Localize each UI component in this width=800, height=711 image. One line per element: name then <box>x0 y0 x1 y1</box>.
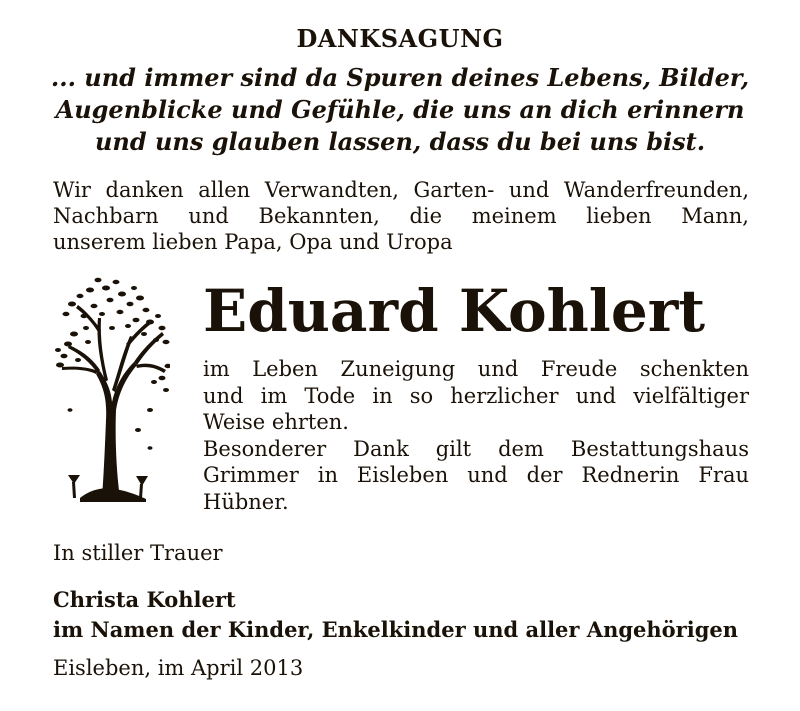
deceased-name: Eduard Kohlert <box>203 277 706 345</box>
notice-title: DANKSAGUNG <box>296 24 504 53</box>
quote-line: und uns glauben lassen, dass du bei uns bist. <box>94 127 706 156</box>
body-line: Weise ehrten. <box>203 410 349 434</box>
thanks-intro <box>53 177 749 255</box>
thanks-body <box>203 356 749 515</box>
tree-icon <box>50 270 170 502</box>
signer-family: im Namen der Kinder, Enkelkinder und aller Angehörigen <box>53 617 739 642</box>
memorial-quote <box>40 62 760 158</box>
signature-block <box>53 585 738 645</box>
place-date: Eisleben, im April 2013 <box>53 656 304 680</box>
intro-line: Wir danken allen Verwandten, Garten- und Wanderfreunden, <box>53 178 749 202</box>
intro-line: unserem lieben Papa, Opa und Uropa <box>53 230 453 254</box>
body-line: im Leben Zuneigung und Freude schenkten <box>203 357 749 381</box>
signer-name: Christa Kohlert <box>53 587 236 612</box>
body-line: Hübner. <box>203 489 289 514</box>
body-line: Grimmer in Eisleben und der Rednerin Frau <box>203 463 749 487</box>
quote-line: ... und immer sind da Spuren deines Lebens, Bilder, <box>50 63 750 92</box>
mourning-line: In stiller Trauer <box>53 541 223 565</box>
body-line: Besonderer Dank gilt dem Bestattungshaus <box>203 436 749 461</box>
quote-line: Augenblicke und Gefühle, die uns an dich erinnern <box>55 95 745 124</box>
body-line: und im Tode in so herzlicher und vielfältiger <box>203 383 749 408</box>
intro-line: Nachbarn und Bekannten, die meinem lieben Mann, <box>53 204 749 228</box>
